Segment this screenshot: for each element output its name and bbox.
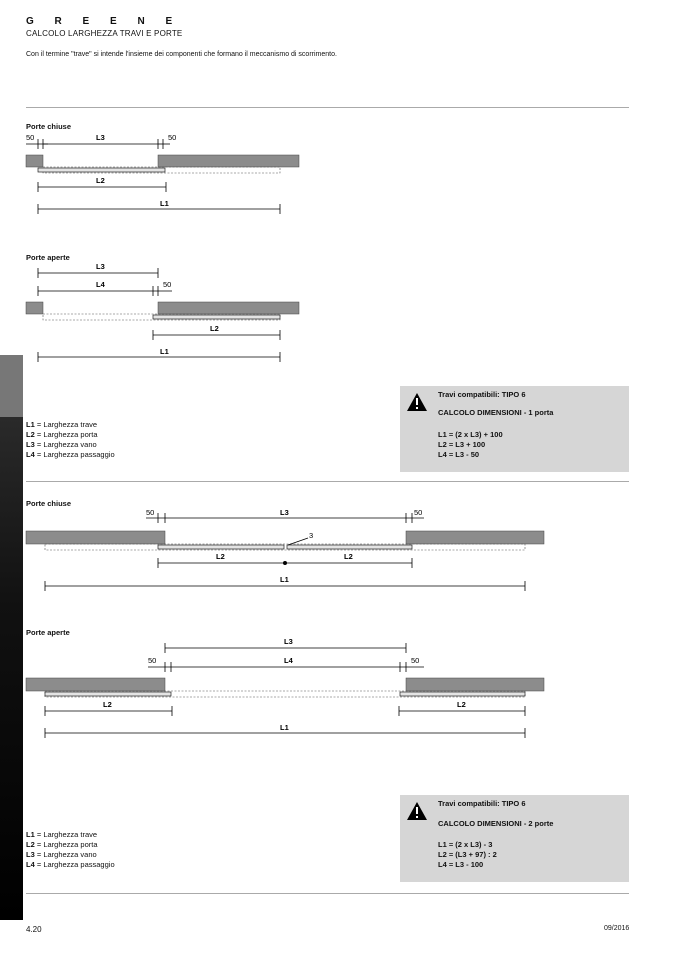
dim-50-right: 50 [168, 133, 177, 142]
open-dim-L3-label: L3 [96, 262, 105, 271]
divider-top [26, 107, 629, 108]
dim-50-left: 50 [26, 133, 35, 142]
formula-2: L2 = (L3 + 97) : 2 [438, 850, 497, 859]
double-info-box [400, 795, 629, 882]
formula-2: L2 = L3 + 100 [438, 440, 486, 449]
legend-item: L3 = Larghezza vano [26, 440, 97, 449]
dim-L1-label: L1 [160, 199, 169, 208]
divider-middle [26, 481, 629, 482]
dim-50-right: 50 [414, 508, 423, 517]
page-number: 4.20 [26, 925, 42, 934]
formula-3: L4 = L3 - 100 [438, 860, 484, 869]
legend-item: L4 = Larghezza passaggio [26, 860, 115, 869]
warning-icon [406, 801, 428, 821]
intro-text: Con il termine "trave" si intende l'insieme dei componenti che formano il meccanismo di scorrimento. [26, 51, 337, 58]
warning-icon [406, 392, 428, 412]
legend-item: L3 = Larghezza vano [26, 850, 97, 859]
open-dim-L3-label: L3 [284, 637, 293, 646]
single-info-box [400, 386, 629, 472]
wall-right [158, 155, 299, 167]
open-dim-L1-label: L1 [280, 723, 289, 732]
dim-L3-label: L3 [96, 133, 105, 142]
open-dim-50-left: 50 [148, 656, 157, 665]
calc-title: CALCOLO DIMENSIONI - 2 porte [438, 819, 554, 828]
single-legend [26, 420, 115, 460]
dim-L2-left-label: L2 [216, 552, 225, 561]
divider-bottom [26, 893, 629, 894]
dim-50-left: 50 [146, 508, 155, 517]
page-subtitle: CALCOLO LARGHEZZA TRAVI E PORTE [26, 29, 183, 38]
open-dim-L1-label: L1 [160, 347, 169, 356]
dim-3-label: 3 [309, 531, 314, 540]
open-dim-50: 50 [163, 280, 172, 289]
door-panel [38, 168, 165, 172]
single-closed-title: Porte chiuse [26, 122, 72, 131]
dim-L2-label: L2 [96, 176, 105, 185]
legend-item: L1 = Larghezza trave [26, 830, 98, 839]
calc-title: CALCOLO DIMENSIONI - 1 porta [438, 408, 554, 417]
compat-title: Travi compatibili: TIPO 6 [438, 390, 526, 399]
brand-logo: G R E E N E [26, 16, 182, 27]
open-dim-L2-left: L2 [103, 700, 112, 709]
compat-title: Travi compatibili: TIPO 6 [438, 799, 526, 808]
double-door-diagram [0, 505, 560, 745]
dim-L2-right-label: L2 [344, 552, 353, 561]
dim-L1-label: L1 [280, 575, 289, 584]
double-closed-title: Porte chiuse [26, 499, 72, 508]
double-open-title: Porte aperte [26, 628, 70, 637]
legend-item: L1 = Larghezza trave [26, 420, 98, 429]
formula-3: L4 = L3 - 50 [438, 450, 480, 459]
dim-L3-label: L3 [280, 508, 289, 517]
legend-item: L4 = Larghezza passaggio [26, 450, 115, 459]
open-dim-50-right: 50 [411, 656, 420, 665]
wall-left [26, 155, 43, 167]
legend-item: L2 = Larghezza porta [26, 430, 98, 439]
double-legend [26, 830, 115, 870]
single-open-title: Porte aperte [26, 253, 70, 262]
open-dim-L4-label: L4 [96, 280, 105, 289]
legend-item: L2 = Larghezza porta [26, 840, 98, 849]
open-dim-L4-label: L4 [284, 656, 293, 665]
formula-1: L1 = (2 x L3) + 100 [438, 430, 503, 439]
footer-date: 09/2016 [604, 925, 630, 932]
single-door-diagram [0, 128, 320, 368]
open-dim-L2-right: L2 [457, 700, 466, 709]
open-dim-L2-label: L2 [210, 324, 219, 333]
formula-1: L1 = (2 x L3) - 3 [438, 840, 493, 849]
